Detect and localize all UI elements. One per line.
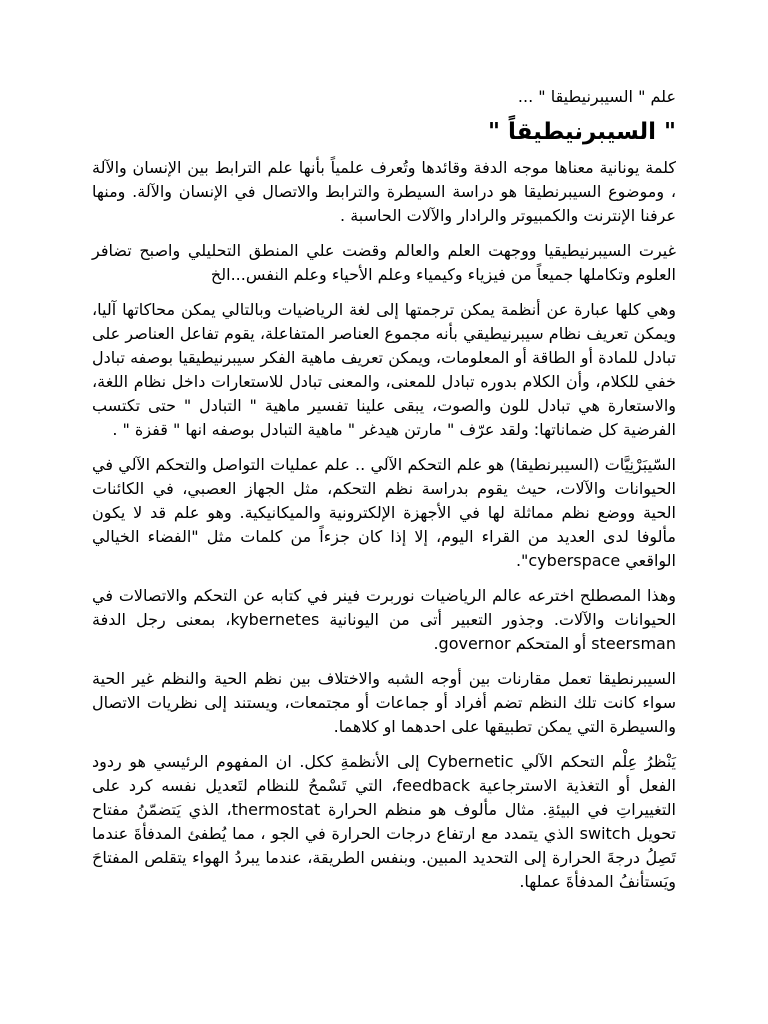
- paragraph-etymology: وهذا المصطلح اخترعه عالم الرياضيات نوربرت فينر في كتابه عن التحكم والاتصالات في الحيوانات والآلات. وجذور التعبير أتى من اليونانية kybernetes، بمعنى رجل الدفة steersman أو المتحكم governor.: [92, 586, 677, 653]
- paragraph-control-science: السّيبَرْنِيَّات (السيبرنطيقا) هو علم التحكم الآلي .. علم عمليات التواصل والتحكم الآلي في الحيوانات والآلات، حيث يقوم بدراسة نظم التحكم، مثل الجهاز العصبي، في الكائنات الحية ووضع نظم مماثلة لها في الأجهزة الإلكترونية والميكانيكية. وهو علم قد لا يكون مألوفا لدى العديد من القراء اليوم، إلا إذا كان جزءاً من كلمات مثل "الفضاء الخيالي الواقعي cyberspace".: [92, 455, 676, 570]
- paragraph-impact: غيرت السيبرنيطيقيا ووجهت العلم والعالم وقضت علي المنطق التحليلي واصبح تضافر العلوم وتكاملها جميعاً من فيزياء وكيمياء وعلم الأحياء وعلم النفس...الخ: [92, 241, 676, 284]
- header-line: علم " السيبرنيطيقا " ...: [517, 87, 676, 106]
- paragraph-definition: كلمة يونانية معناها موجه الدفة وقائدها وتُعرف علمياً بأنها علم الترابط بين الإنسان والآلة ، وموضوع السيبرنطيقا هو دراسة السيطرة والترابط والاتصال في الإنسان والآلة. ومنها عرفنا الإنترنت والكمبيوتر والرادار والآلات الحاسبة .: [92, 158, 676, 225]
- document-title: " السيبرنيطيقاً ": [488, 119, 676, 145]
- paragraph-feedback: يَنْظرُ عِلْم التحكم الآلي Cybernetic إلى الأنظمةِ ككل. ان المفهوم الرئيسي هو ردود الفعل أو التغذية الاسترجاعية feedback، التي تَسْمحُ للنظام لتَعديل نفسه كرد على التغييراتِ في البيئةِ. مثال مألوف هو منظم الحرارة thermostat، الذي يَتضمّنُ مفتاح تحويل switch الذي يتمدد مع ارتفاع درجات الحرارة في الجو ، مما يُطفئ المدفأةَ عندما تَصِلُ درجةَ الحرارة إلى التحديد المبين. وبنفس الطريقة، عندما يبردُ الهواء يتقلص المفتاحَ ويَستأنفُ المدفأةَ عملها.: [92, 752, 677, 891]
- paragraph-systems: وهي كلها عبارة عن أنظمة يمكن ترجمتها إلى لغة الرياضيات وبالتالي يمكن محاكاتها آليا، ويمكن تعريف نظام سيبرنيطيقي بأنه مجموع العناصر المتفاعلة، يقوم تفاعل العناصر على تبادل للمادة أو الطاقة أو المعلومات، ويمكن تعريف ماهية الفكر سيبرنيطيقيا بوصفه تبادل خفي للكلام، وأن الكلام بدوره تبادل للمعنى، والمعنى تبادل للاستعارات داخل نظام اللغة، والاستعارة هي تبادل للون والصوت، يبقى علينا تفسير ماهية " التبادل " حتى تكتسب الفرضية كل ضماناتها: ولقد عرّف " مارتن هيدغر " ماهية التبادل بوصفه انها " قفزة " .: [92, 300, 676, 439]
- paragraph-comparisons: السيبرنطيقا تعمل مقارنات بين أوجه الشبه والاختلاف بين نظم الحية والنظم غير الحية سواء كانت تلك النظم تضم أفراد أو جماعات أو مجتمعات، ويستند إلى نظريات الاتصال والسيطرة التي يمكن تطبيقها على احدهما او كلاهما.: [92, 669, 676, 736]
